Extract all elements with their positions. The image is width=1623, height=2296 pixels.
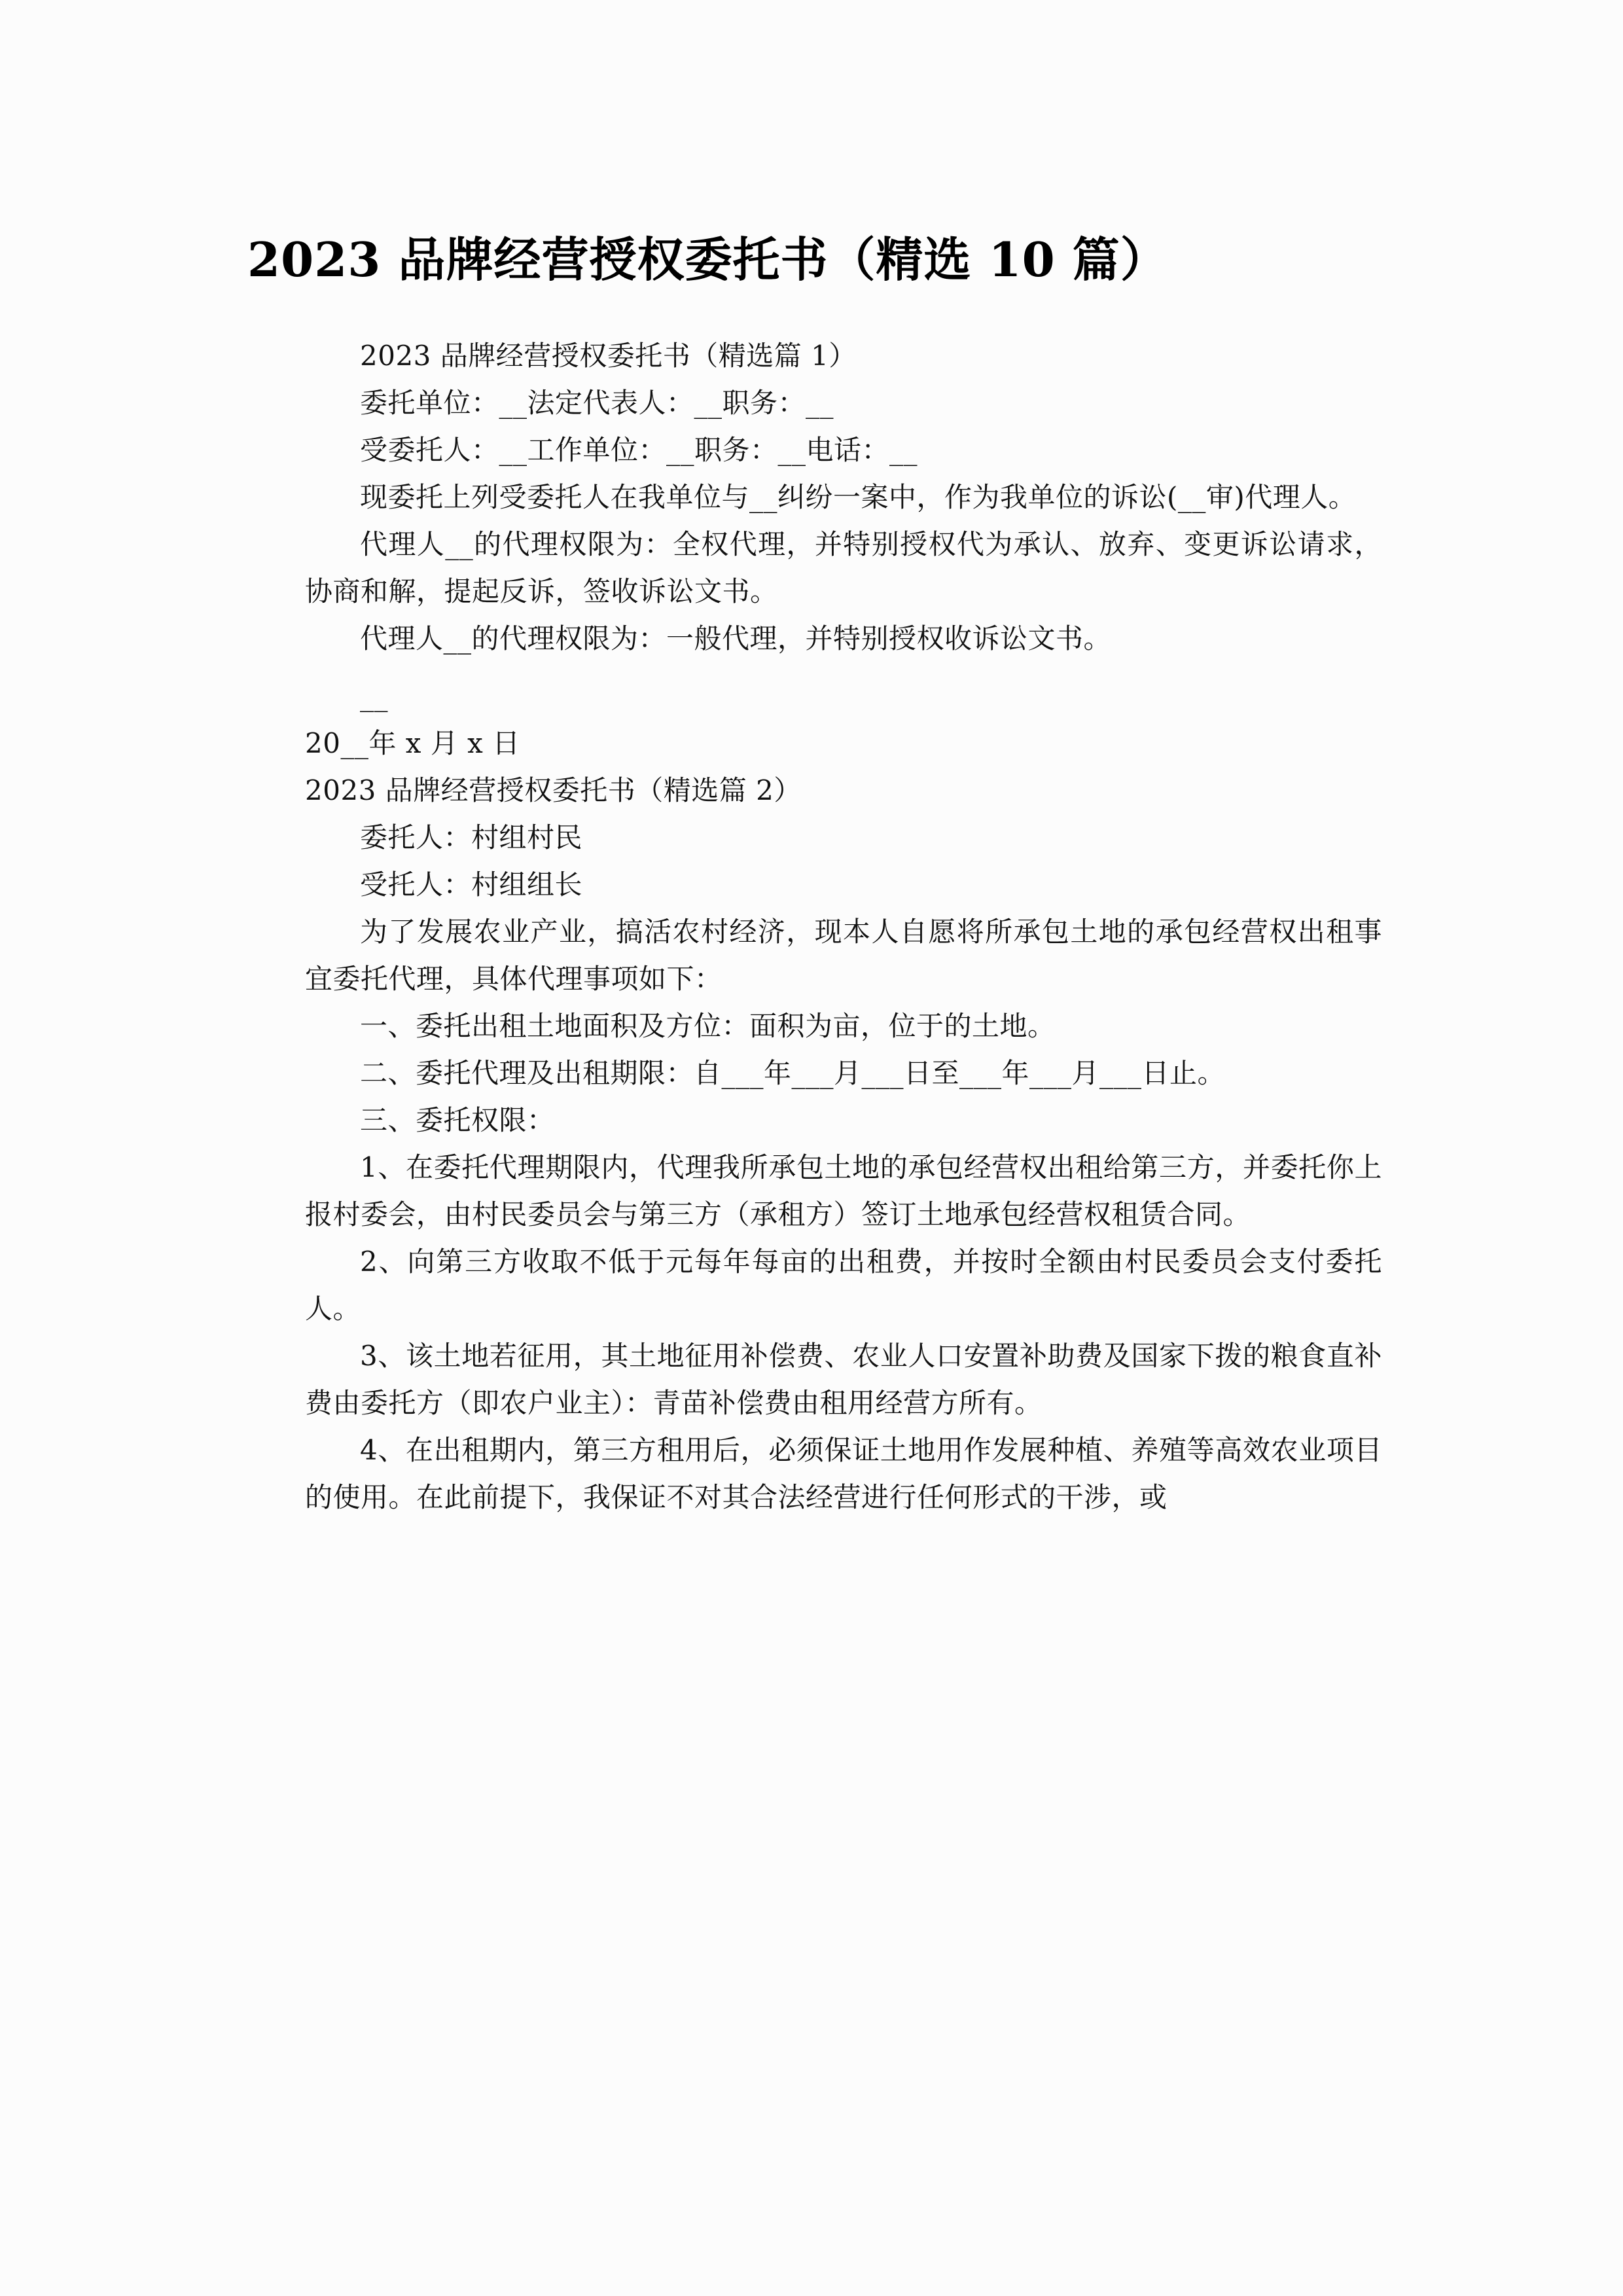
- paragraph-agent-general-authority: 代理人__的代理权限为：一般代理，并特别授权收诉讼文书。: [360, 622, 1112, 655]
- paragraph-item-1: 1、在委托代理期限内，代理我所承包土地的承包经营权出租给第三方，并委托你上报村委会，由村民委员会与第三方（承租方）签订土地承包经营权租赁合同。: [305, 1151, 1382, 1230]
- paragraph-entrusting-unit: 委托单位：__法定代表人：__职务：__: [360, 387, 834, 419]
- paragraph-signature-blank: __: [360, 680, 388, 712]
- paragraph-item-4: 4、在出租期内，第三方租用后，必须保证土地用作发展种植、养殖等高效农业项目的使用。在此前提下，我保证不对其合法经营进行任何形式的干涉，或: [305, 1434, 1382, 1513]
- paragraph-clause-one: 一、委托出租土地面积及方位：面积为亩，位于的土地。: [360, 1010, 1056, 1042]
- paragraph-item-2: 2、向第三方收取不低于元每年每亩的出租费，并按时全额由村民委员会支付委托人。: [305, 1246, 1382, 1325]
- paragraph-agent-full-authority: 代理人__的代理权限为：全权代理，并特别授权代为承认、放弃、变更诉讼请求，协商和解，提起反诉，签收诉讼文书。: [305, 528, 1382, 607]
- paragraph-entrusted-person: 受委托人：__工作单位：__职务：__电话：__: [360, 434, 918, 466]
- paragraph-date-line: 20__年 x 月 x 日: [305, 727, 520, 759]
- paragraph-heading-part1: 2023 品牌经营授权委托书（精选篇 1）: [360, 340, 857, 372]
- document-body: [305, 332, 1382, 1521]
- paragraph-heading-part2: 2023 品牌经营授权委托书（精选篇 2）: [305, 774, 802, 806]
- paragraph-purpose: 为了发展农业产业，搞活农村经济，现本人自愿将所承包土地的承包经营权出租事宜委托代理，具体代理事项如下：: [305, 916, 1382, 995]
- paragraph-trustee: 受托人：村组组长: [360, 869, 583, 901]
- paragraph-clause-three: 三、委托权限：: [360, 1104, 555, 1136]
- page-title: 2023 品牌经营授权委托书（精选 10 篇）: [247, 232, 1168, 288]
- paragraph-item-3: 3、该土地若征用，其土地征用补偿费、农业人口安置补助费及国家下拨的粮食直补费由委托方（即农户业主）：青苗补偿费由租用经营方所有。: [305, 1340, 1382, 1419]
- paragraph-principal: 委托人：村组村民: [360, 821, 583, 853]
- paragraph-clause-two: 二、委托代理及出租期限：自___年___月___日至___年___月___日止。: [360, 1057, 1226, 1089]
- paragraph-entrust-statement: 现委托上列受委托人在我单位与__纠纷一案中，作为我单位的诉讼(__审)代理人。: [360, 481, 1357, 513]
